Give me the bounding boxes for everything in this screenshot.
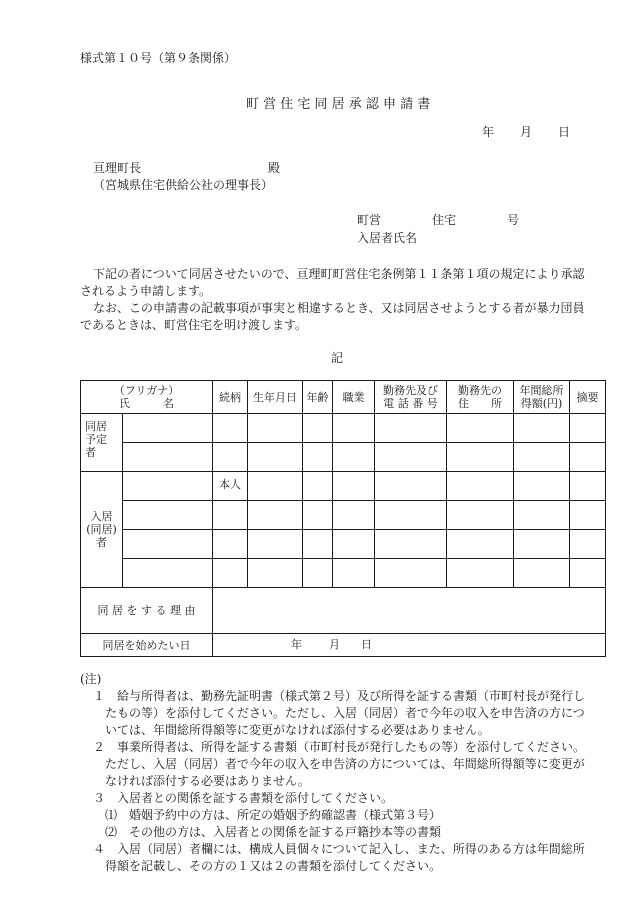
table-cell[interactable] [333,472,375,501]
table-cell[interactable] [570,472,606,501]
application-table [80,380,606,657]
header-age: 年齢 [303,381,333,414]
table-cell[interactable] [123,414,213,443]
start-date-label: 同居を始めたい日 [81,634,213,657]
note-1-line-3: いては、年間総所得額等に変更がなければ添付する必要はありません。 [105,723,490,737]
table-row [81,443,606,472]
table-cell[interactable] [514,414,570,443]
table-row [81,501,606,530]
table-cell[interactable] [213,414,248,443]
header-relation: 続柄 [213,381,248,414]
table-cell[interactable] [447,530,514,559]
table-cell[interactable] [514,472,570,501]
group-planned-cohabitant: 同居 予定 者 [81,414,123,472]
header-workplace-phone: 勤務先及び 電 話 番 号 [375,381,447,414]
group-resident: 入居 (同居) 者 [81,472,123,588]
table-cell[interactable] [303,443,333,472]
table-cell[interactable] [447,559,514,588]
body-line-4: であるときは、町営住宅を明け渡します。 [80,318,308,332]
table-row [81,414,606,443]
start-date-row [81,634,606,657]
header-workplace-address: 勤務先の 住 所 [447,381,514,414]
table-cell[interactable] [570,414,606,443]
table-cell[interactable] [375,414,447,443]
start-date-field[interactable] [213,634,606,657]
start-date-month: 月 [329,638,341,651]
note-2-line-2: ただし、入居（同居）者で今年の収入を申告済の方については、年間総所得額等に変更が [105,757,585,771]
reason-field[interactable] [213,588,606,634]
table-cell[interactable] [447,443,514,472]
header-occupation: 職業 [333,381,375,414]
table-row [81,530,606,559]
note-2-line-3: なければ添付する必要はありません。 [105,774,310,788]
table-cell[interactable] [570,501,606,530]
table-cell[interactable] [123,559,213,588]
table-cell[interactable] [213,559,248,588]
addressee-mayor: 亘理町長 [93,161,142,175]
note-3-item-1: ⑴ 婚姻予約中の方は、所定の婚姻予約確認書（様式第３号） [105,808,442,822]
form-number: 様式第１０号（第９条関係） [80,51,237,65]
table-cell[interactable] [570,559,606,588]
body-line-3: なお、この申請書の記載事項が事実と相違するとき、又は同居させようとする者が暴力団員 [93,301,585,315]
table-cell[interactable] [447,414,514,443]
header-annual-income: 年間総所 得額(円) [514,381,570,414]
table-cell[interactable] [303,472,333,501]
start-date-day: 日 [361,638,373,651]
note-1-line-1: １ 給与所得者は、勤務先証明書（様式第２号）及び所得を証する書類（市町村長が発行し [93,689,586,703]
table-cell[interactable] [514,559,570,588]
applicant-number: 号 [507,213,520,227]
table-cell[interactable] [375,530,447,559]
table-row [81,472,606,501]
table-cell[interactable] [303,501,333,530]
table-cell[interactable] [303,559,333,588]
date-day: 日 [558,125,571,139]
table-cell[interactable] [213,501,248,530]
reason-row [81,588,606,634]
notes-heading: (注) [80,672,102,686]
resident-name-label: 入居者氏名 [357,231,418,245]
table-cell[interactable] [123,443,213,472]
date-month: 月 [520,125,533,139]
header-name: （フリガナ） 氏 名 [81,381,213,414]
header-remarks: 摘要 [570,381,606,414]
table-cell[interactable] [248,530,303,559]
table-cell[interactable] [248,559,303,588]
table-header-row [81,381,606,414]
applicant-housing: 住宅 [432,213,457,227]
table-cell[interactable] [447,472,514,501]
table-cell[interactable] [570,530,606,559]
table-cell[interactable] [123,501,213,530]
note-1-line-2: たもの等）を添付してください。ただし、入居（同居）者で今年の収入を申告済の方につ [105,706,585,720]
addressee-corporation: （宮城県住宅供給公社の理事長） [93,178,274,192]
table-cell[interactable] [333,414,375,443]
note-3: ３ 入居者との関係を証する書類を添付してください。 [93,791,394,805]
note-4-line-1: ４ 入居（同居）者欄には、構成人員個々について記入し、また、所得のある方は年間総所 [93,842,585,856]
date-year: 年 [482,125,495,139]
table-cell[interactable] [375,501,447,530]
ki-label: 記 [331,351,344,365]
start-date-year: 年 [291,638,303,651]
table-cell[interactable] [213,443,248,472]
document-title: 町 営 住 宅 同 居 承 認 申 請 書 [246,97,431,112]
table-row [81,559,606,588]
addressee-honorific: 殿 [268,161,281,175]
table-cell[interactable] [248,501,303,530]
note-2-line-1: ２ 事業所得者は、所得を証する書類（市町村長が発行したもの等）を添付してください。 [93,740,586,754]
table-cell[interactable] [123,472,213,501]
table-cell[interactable] [375,472,447,501]
table-cell[interactable] [375,443,447,472]
table-cell[interactable] [570,443,606,472]
table-cell[interactable] [123,530,213,559]
table-cell[interactable] [333,443,375,472]
body-line-2: されるよう申請します。 [80,284,212,298]
table-cell[interactable] [248,414,303,443]
header-birthdate: 生年月日 [248,381,303,414]
table-cell[interactable] [447,501,514,530]
table-cell[interactable] [248,472,303,501]
table-cell[interactable] [303,530,333,559]
table-cell[interactable] [213,530,248,559]
table-cell[interactable] [333,559,375,588]
reason-label: 同 居 を す る 理 由 [81,588,213,634]
table-cell[interactable] [333,501,375,530]
table-cell[interactable] [375,559,447,588]
applicant-town-housing: 町営 [357,213,382,227]
body-line-1: 下記の者について同居させたいので、亘理町町営住宅条例第１１条第１項の規定により承認 [93,267,585,281]
note-3-item-2: ⑵ その他の方は、入居者との関係を証する戸籍抄本等の書類 [105,825,442,839]
relation-self: 本人 [213,472,248,501]
table-cell[interactable] [514,443,570,472]
table-cell[interactable] [303,414,333,443]
table-cell[interactable] [514,501,570,530]
note-4-line-2: 得額を記載し、その方の１又は２の書類を添付してください。 [105,859,442,873]
table-cell[interactable] [333,530,375,559]
table-cell[interactable] [514,530,570,559]
table-cell[interactable] [248,443,303,472]
